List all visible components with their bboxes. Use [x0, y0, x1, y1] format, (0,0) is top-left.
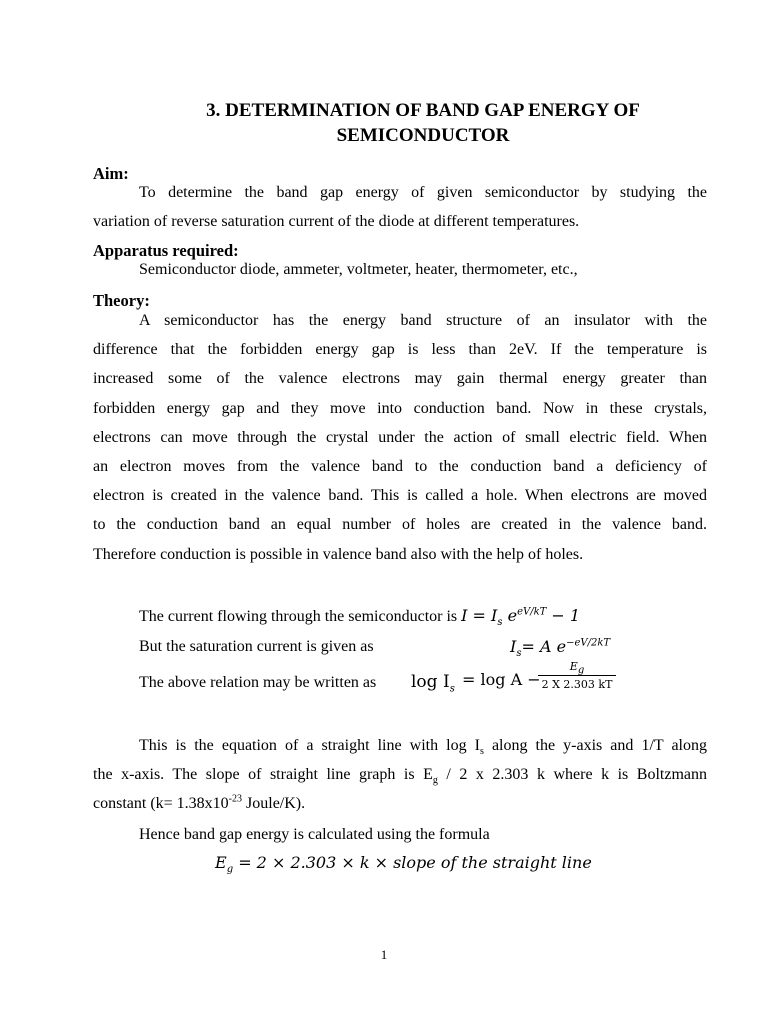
title-line-1: 3. DETERMINATION OF BAND GAP ENERGY OF	[206, 100, 640, 121]
theory-paragraph	[93, 306, 707, 569]
page-title	[120, 98, 726, 148]
explanation-line-4: Hence band gap energy is calculated using the formula	[139, 826, 490, 843]
theory-line: electrons can move through the crystal under the action of small electric field. When	[93, 428, 707, 446]
saturation-formula: $I_s= A$ $e^{-eV/2kT}$	[510, 637, 611, 660]
apparatus-text: Semiconductor diode, ammeter, voltmeter, heater, thermometer, etc.,	[139, 261, 578, 278]
current-text: The current flowing through the semiconductor is	[139, 608, 458, 625]
current-equation-line	[139, 606, 581, 629]
apparatus-heading: Apparatus required:	[93, 241, 239, 260]
current-formula: $I = I_s$ $e^{eV/kT} - 1$	[461, 606, 581, 629]
theory-line: forbidden energy gap and they move into conduction band. Now in these crystals,	[93, 399, 707, 417]
theory-line: electron is created in the valence band. This is called a hole. When electrons are moved	[93, 487, 707, 505]
relation-text: The above relation may be written as	[139, 674, 377, 691]
theory-line: Therefore conduction is possible in valence band also with the help of holes.	[93, 545, 584, 563]
theory-line: A semiconductor has the energy band structure of an insulator with the	[139, 312, 707, 329]
fraction-denominator: 2 X 2.303 kT	[541, 678, 613, 691]
explanation-paragraph	[93, 731, 707, 819]
theory-heading: Theory:	[93, 291, 150, 310]
aim-line-2: variation of reverse saturation current of the diode at different temperatures.	[93, 213, 580, 231]
aim-heading: Aim:	[93, 164, 129, 183]
theory-line: increased some of the valence electrons may gain thermal energy greater than	[93, 370, 707, 388]
theory-line: to the conduction band an equal number of holes are created in the valence band.	[93, 516, 707, 534]
relation-fraction	[538, 660, 616, 691]
theory-line: difference that the forbidden energy gap is less than 2eV. If the temperature is	[93, 341, 707, 359]
theory-line: an electron moves from the valence band to the conduction band a deficiency of	[93, 457, 707, 475]
explanation-line-2: the x-axis. The slope of straight line graph is $E_g / 2$ x 2.303 k where k is Boltzmann	[93, 766, 708, 787]
aim-paragraph	[93, 178, 707, 236]
aim-line-1: To determine the band gap energy of given semiconductor by studying the	[139, 184, 707, 201]
explanation-line-3: constant ($k= 1.38x10^{-23}$ Joule/K).	[93, 794, 306, 813]
fraction-numerator: $E_g$	[569, 660, 585, 677]
relation-log: $\log I_s$	[411, 672, 455, 695]
saturation-text: But the saturation current is given as	[139, 638, 374, 655]
relation-rhs: = log A −	[462, 670, 541, 689]
title-line-2: SEMICONDUCTOR	[336, 125, 510, 146]
explanation-line-1: This is the equation of a straight line with $\log I_s$ along the y-axis and 1/T along	[139, 737, 707, 758]
page-number: 1	[380, 947, 388, 962]
band-gap-formula: $E_g = 2 \times 2.303 \times k$ × slope of the straight line	[215, 853, 592, 876]
